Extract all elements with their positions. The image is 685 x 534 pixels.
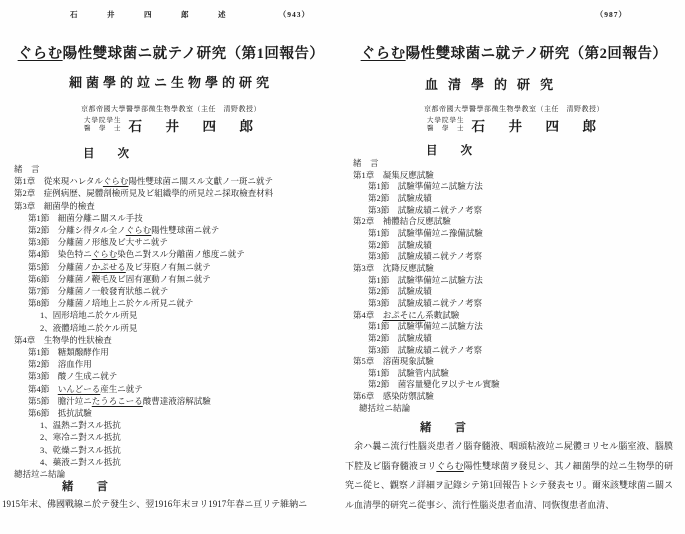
toc-entry: 第2節 溶血作用 [28,359,92,370]
page-number: （943） [278,10,310,19]
author-role-grad-student: 大學院學生 [84,117,122,124]
toc-entry: 第2節 菌容量變化ヲ以テセル實驗 [368,379,500,390]
toc-entry: 2、液體培地ニ於ケル所見 [40,322,138,333]
toc-entry: 3、乾燥ニ對スル抵抗 [40,444,121,455]
toc-entry: 緒 言 [14,164,40,174]
author-name: 石 井 四 郎 [128,119,258,134]
toc-entry: 緒 言 [353,158,379,168]
author-roles [427,117,465,133]
toc-entry: 第1章 凝集反應試驗 [353,169,434,180]
paper-subtitle: 細菌學的竝ニ生物學的研究 [68,75,273,90]
author-role-md: 醫 學 士 [84,125,122,132]
toc-entry: 第1節 細菌分離ニ關スル手技 [28,212,143,223]
toc-entry: 第3節 分離菌ノ形態及ビ大サニ就テ [28,237,168,248]
intro-paragraph: 余ハ曩ニ流行性腦炎患者ノ腦脊髓液、咽頭粘液竝ニ屍體ヨリセル腦室液、腦膜下腔及ビ腦脊髓液ヨリぐらむ陽性雙球菌ヲ發見シ、其ノ細菌學的竝ニ生物學的研究ニ從ヒ、觀察ノ詳細ヲ記錄シテ第1回報告トシテ發表セリ。爾來該雙球菌ニ關スル血清學的研究ニ從事シ、流行性腦炎患者血清、同恢復患者血清、 [345,441,673,510]
toc-entry: 第1章 從來現ハレタルぐらむ陽性雙球菌ニ關スル文獻ノ一斑ニ就テ [14,176,273,187]
toc-entry: 第4章 おぷそにん系數試驗 [353,309,460,320]
toc-entry: 第3章 沈降反應試驗 [353,262,434,273]
toc-entry: 第1節 試驗管内試驗 [368,367,449,378]
affiliation: 京都帝國大學醫學部微生物學教室（主任 清野教授） [81,105,261,113]
toc-entry: 第5章 溶菌現象試驗 [353,356,434,367]
toc-entry: 第8節 分離菌ノ培地上ニ於ケル所見ニ就テ [28,298,194,309]
toc-entry: 第1節 糖類醱酵作用 [28,347,109,358]
toc-entry: 第5節 膽汁竝ニたうろこーる酸曹達液溶解試驗 [28,395,211,406]
toc-heading: 目 次 [426,145,472,157]
intro-heading: 緒 言 [62,481,108,493]
paper-subtitle: 血清學的研究 [424,77,563,92]
toc-entry: 第7節 分離菌ノ一般發育狀態ニ就テ [28,286,169,297]
toc-entry: 總括竝ニ結論 [359,402,411,413]
table-of-contents [343,158,685,414]
intro-paragraph: 1915年末、佛國戰線ニ於テ發生シ、翌1916年末ヨリ1917年春ニ亘リテ維納ニ [2,499,308,509]
toc-entry: 第2節 試驗成績 [368,286,432,297]
toc-entry: 第3章 細菌學的檢査 [14,200,95,211]
toc-entry: 第3節 試驗成績ニ就テノ考察 [368,297,483,308]
toc-entry: 第4章 生物學的性狀檢査 [14,334,112,345]
affiliation: 京都帝國大學醫學部微生物學教室（主任 清野教授） [424,105,604,113]
running-head [0,9,342,21]
toc-entry: 2、寒冷ニ對スル抵抗 [40,432,121,443]
author-block [0,115,342,135]
author-roles [84,117,122,133]
author-block [343,115,685,135]
toc-entry: 第4節 染色特ニぐらむ染色ニ對スル分離菌ノ態度ニ就テ [28,249,245,260]
toc-entry: 第2節 試驗成績 [368,239,432,250]
toc-entry: 總括竝ニ結論 [14,469,66,480]
table-of-contents [0,163,342,480]
right-page [343,0,685,534]
running-head [343,9,685,21]
toc-entry: 第2節 試驗成績 [368,332,432,343]
toc-entry: 第3節 酸ノ生成ニ就テ [28,371,118,382]
paper-title: ぐらむ陽性雙球菌ニ就テノ研究（第1回報告） [17,46,325,62]
toc-entry: 第1節 試驗準備竝ニ試驗方法 [368,181,483,192]
toc-entry: 第3節 試驗成績ニ就テノ考察 [368,344,483,355]
toc-entry: 第2章 補體結合反應試驗 [353,216,451,227]
toc-entry: 1、固形培地ニ於ケル所見 [40,310,138,321]
author-role-grad-student: 大學院學生 [427,117,465,124]
running-head-author: 石 井 四 郎 述 [70,10,237,19]
author-name: 石 井 四 郎 [471,119,601,134]
left-page [0,0,342,534]
toc-entry: 第1節 試驗準備竝ニ豫備試驗 [368,227,483,238]
intro-heading: 緒 言 [420,422,466,434]
toc-entry: 第6節 抵抗試驗 [28,408,92,419]
page-number: （987） [595,10,627,19]
toc-entry: 第2節 試驗成績 [368,192,432,203]
toc-entry: 4、藥液ニ對スル抵抗 [40,456,121,467]
toc-entry: 第4節 いんどーる産生ニ就テ [28,383,143,394]
paper-title: ぐらむ陽性雙球菌ニ就テノ研究（第2回報告） [360,46,668,62]
toc-entry: 第5節 分離菌ノかぷせる及ビ芽胞ノ有無ニ就テ [28,261,211,272]
toc-entry: 第1節 試驗準備竝ニ試驗方法 [368,274,483,285]
toc-entry: 第2章 症例病歴、屍體剖檢所見及ビ組織學的所見竝ニ採取檢査材料 [14,188,274,199]
toc-entry: 第2節 分離シ得タル全ノぐらむ陽性雙球菌ニ就テ [28,225,220,236]
toc-entry: 第6節 分離菌ノ鞭毛及ビ固有運動ノ有無ニ就テ [28,273,211,284]
toc-entry: 第1節 試驗準備竝ニ試驗方法 [368,321,483,332]
toc-entry: 第3節 試驗成績ニ就テノ考察 [368,251,483,262]
toc-heading: 目 次 [83,148,129,160]
toc-entry: 第6章 感染防禦試驗 [353,391,434,402]
toc-entry: 第3節 試驗成績ニ就テノ考察 [368,204,483,215]
author-role-md: 醫 學 士 [427,125,465,132]
toc-entry: 1、温熱ニ對スル抵抗 [40,420,121,431]
